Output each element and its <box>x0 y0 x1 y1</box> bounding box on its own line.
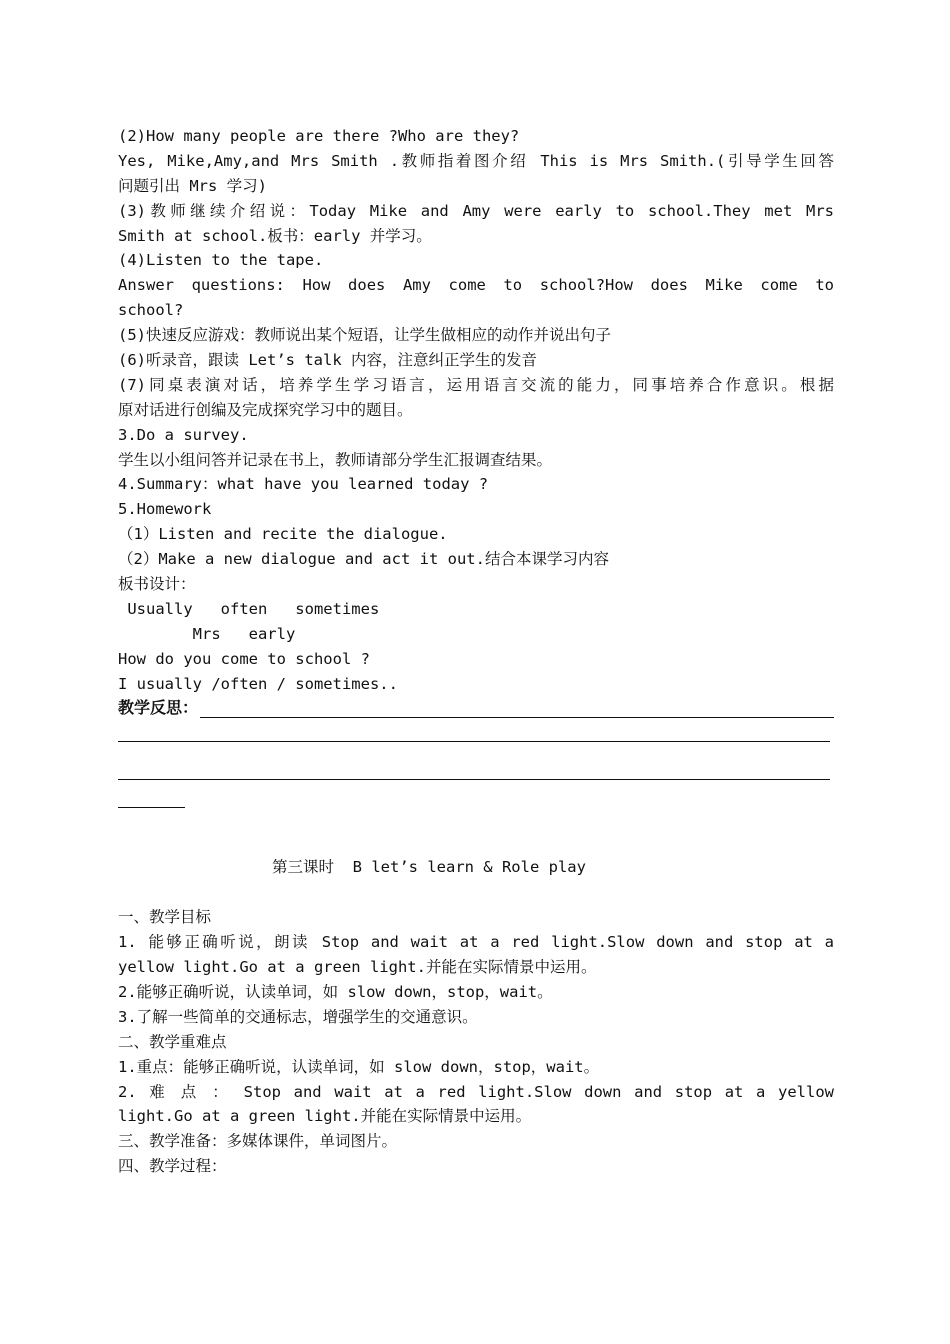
reflection-blank-line <box>200 716 834 718</box>
text-line: (6)听录音，跟读 Let’s talk 内容，注意纠正学生的发音 <box>118 351 537 370</box>
text-line: 问题引出 Mrs 学习) <box>118 176 267 195</box>
text-line: yellow light.Go at a green light.并能在实际情景中运用。 <box>118 958 597 977</box>
text-line: 5.Homework <box>118 500 212 519</box>
text-line: （1）Listen and recite the dialogue. <box>118 525 448 544</box>
text-line: 四、教学过程： <box>118 1157 227 1176</box>
text-line: 一、教学目标 <box>118 908 212 927</box>
text-line: 2. 难 点 ： Stop and wait at a red light.Slow down and stop at a yellow <box>118 1082 834 1101</box>
text-line: (2)How many people are there ?Who are they? <box>118 127 520 145</box>
text-line: 4.Summary：what have you learned today ? <box>118 475 489 494</box>
text-line: 三、教学准备：多媒体课件，单词图片。 <box>118 1132 398 1151</box>
text-line: school? <box>118 301 184 320</box>
text-line: light.Go at a green light.并能在实际情景中运用。 <box>118 1107 532 1126</box>
text-line: 2.能够正确听说，认读单词，如 slow down，stop，wait。 <box>118 982 553 1001</box>
text-line: 1.重点：能够正确听说，认读单词，如 slow down，stop，wait。 <box>118 1057 600 1076</box>
text-line: (7)同桌表演对话，培养学生学习语言，运用语言交流的能力，同事培养合作意识。根据 <box>118 375 834 394</box>
text-line: Mrs early <box>118 624 296 643</box>
text-line: 3.Do a survey. <box>118 425 249 444</box>
text-line: 板书设计： <box>118 575 196 594</box>
text-line: I usually /often / sometimes.. <box>118 674 398 693</box>
document-page <box>118 124 834 1179</box>
text-line: Usually often sometimes <box>118 599 380 618</box>
text-line: （2）Make a new dialogue and act it out.结合本课学习内容 <box>118 550 609 569</box>
text-line: (5)快速反应游戏：教师说出某个短语，让学生做相应的动作并说出句子 <box>118 326 611 345</box>
text-line: (4)Listen to the tape. <box>118 251 324 270</box>
text-line: 3.了解一些简单的交通标志，增强学生的交通意识。 <box>118 1007 478 1026</box>
reflection-blank-line <box>118 741 830 742</box>
text-line: Yes, Mike,Amy,and Mrs Smith .教师指着图介绍 This is Mrs Smith.(引导学生回答 <box>118 151 834 170</box>
text-line: (3)教师继续介绍说：Today Mike and Amy were early to school.They met Mrs <box>118 201 834 220</box>
text-line: 二、教学重难点 <box>118 1032 227 1051</box>
text-line: 原对话进行创编及完成探究学习中的题目。 <box>118 400 413 419</box>
text-line: 学生以小组问答并记录在书上，教师请部分学生汇报调查结果。 <box>118 450 553 469</box>
text-line: Smith at school.板书：early 并学习。 <box>118 226 432 245</box>
text-line: Answer questions: How does Amy come to school?How does Mike come to <box>118 276 834 295</box>
text-line: How do you come to school ? <box>118 649 370 668</box>
reflection-blank-line <box>118 779 830 780</box>
lesson-title: 第三课时 B let’s learn & Role play <box>272 858 586 877</box>
reflection-block <box>118 696 834 808</box>
text-line: 1. 能够正确听说，朗读 Stop and wait at a red light.Slow down and stop at a <box>118 933 834 952</box>
reflection-label: 教学反思： <box>118 698 199 718</box>
reflection-blank-line <box>118 807 185 808</box>
